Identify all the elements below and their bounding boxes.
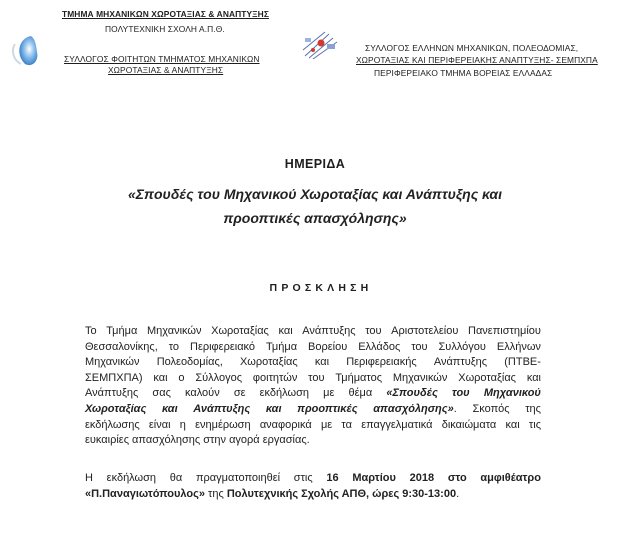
word: Βορείου xyxy=(308,340,348,353)
paragraph-line xyxy=(85,324,541,340)
header-left-line3: ΣΥΛΛΟΓΟΣ ΦΟΙΤΗΤΩΝ ΤΜΗΜΑΤΟΣ ΜΗΧΑΝΙΚΩΝ xyxy=(64,54,260,64)
word: Μηχανικών xyxy=(146,325,202,337)
event-subtitle-line2: προοπτικές απασχόλησης» xyxy=(223,210,407,226)
word: 16 xyxy=(326,472,339,484)
word: Σύλλογος xyxy=(195,371,243,384)
word: (ΠΤΒΕ- xyxy=(504,356,541,369)
word: εκδήλωση xyxy=(259,387,309,400)
word: στις xyxy=(293,472,313,484)
header-right-line3: ΠΕΡΙΦΕΡΕΙΑΚΟ ΤΜΗΜΑ ΒΟΡΕΙΑΣ ΕΛΛΑΔΑΣ xyxy=(374,68,553,78)
word: Συλλόγου xyxy=(438,340,486,353)
word: με xyxy=(320,418,333,431)
word: Χωροταξίας xyxy=(458,371,516,384)
word-group xyxy=(373,402,457,418)
word: Περιφερειακής xyxy=(346,356,417,369)
word: Θεσσαλονίκης, xyxy=(85,340,158,353)
header-left-line1: ΤΜΗΜΑ ΜΗΧΑΝΙΚΩΝ ΧΩΡΟΤΑΞΙΑΣ & ΑΝΑΠΤΥΞΗΣ xyxy=(62,9,269,19)
word: πραγματοποιηθεί xyxy=(195,472,281,484)
header-left-line2: ΠΟΛΥΤΕΧΝΙΚΗ ΣΧΟΛΗ Α.Π.Θ. xyxy=(105,24,225,34)
word: της xyxy=(525,402,541,415)
word: εκδήλωσης xyxy=(85,418,140,431)
invitation-paragraph xyxy=(85,324,541,449)
word: Σκοπός xyxy=(472,402,510,415)
word: και xyxy=(314,356,330,369)
venue-name: «Π.Παναγιωτόπουλος» xyxy=(85,487,205,500)
association-logo xyxy=(299,30,341,62)
invitation-heading: ΠΡΟΣΚΛΗΣΗ xyxy=(269,282,373,294)
word: και xyxy=(505,418,520,431)
word: επαγγελματικά xyxy=(361,418,433,431)
word: τα xyxy=(341,418,352,431)
word: θα xyxy=(169,472,183,484)
word: Ανάπτυξης xyxy=(193,402,251,415)
word: 2018 xyxy=(409,472,435,484)
word: του xyxy=(308,371,325,384)
word: Πολεοδομίας, xyxy=(156,356,223,369)
period: . xyxy=(453,402,457,415)
word: η xyxy=(179,418,186,431)
period: . xyxy=(456,487,460,500)
page-title: ΗΜΕΡΙΔΑ xyxy=(284,157,346,171)
word: σας xyxy=(152,387,171,400)
word: ο xyxy=(178,371,185,384)
word: και xyxy=(161,402,178,415)
word: προοπτικές xyxy=(297,402,358,415)
word: «Σπουδές xyxy=(386,387,438,400)
department-logo xyxy=(7,30,43,70)
word: είναι xyxy=(148,418,171,431)
word: θέμα xyxy=(348,387,373,400)
word: του xyxy=(411,340,428,353)
header-right-line1: ΣΥΛΛΟΓΟΣ ΕΛΛΗΝΩΝ ΜΗΧΑΝΙΚΩΝ, ΠΟΛΕΟΔΟΜΙΑΣ, xyxy=(365,43,579,53)
paragraph-line xyxy=(85,340,541,356)
word: απασχόλησης» xyxy=(373,402,454,415)
word: Χωροταξίας xyxy=(85,402,147,415)
word: και xyxy=(153,371,168,384)
word: και xyxy=(526,371,541,384)
word: Μηχανικού xyxy=(483,387,541,400)
word: Χωροταξίας xyxy=(239,356,298,369)
event-subtitle-line1: «Σπουδές του Μηχανικού Χωροταξίας και Ανάπτυξης και xyxy=(127,186,502,202)
word: Ελλάδος xyxy=(358,340,401,353)
paragraph-line xyxy=(85,487,541,503)
word: σε xyxy=(233,387,246,400)
word: Χωροταξίας xyxy=(211,325,269,337)
word: φοιτητών xyxy=(252,371,298,384)
word: Ανάπτυξης xyxy=(85,387,139,400)
word: καλούν xyxy=(185,387,220,400)
word: τις xyxy=(528,418,541,431)
word: αμφιθέατρο xyxy=(480,472,541,484)
word: Μαρτίου xyxy=(352,472,396,484)
word: Η xyxy=(85,472,93,484)
word: Ελλήνων xyxy=(496,340,541,353)
paragraph-line xyxy=(85,418,541,434)
word: εκδήλωση xyxy=(106,472,157,484)
word: και xyxy=(278,325,293,337)
word: Μηχανικών xyxy=(392,371,448,384)
word: Ανάπτυξης xyxy=(433,356,488,369)
paragraph-line xyxy=(85,355,541,371)
word: Το xyxy=(85,325,97,337)
word: Αριστοτελείου xyxy=(391,325,459,337)
word: με xyxy=(323,387,335,400)
paragraph-line xyxy=(85,402,541,418)
word: του xyxy=(365,325,382,337)
word: ενημέρωση xyxy=(195,418,251,431)
paragraph-line: ευκαιρίες απασχόλησης στην αγορά εργασίας. xyxy=(85,434,310,447)
word: το xyxy=(168,340,180,353)
word: ΣΕΜΠΧΠΑ) xyxy=(85,371,143,384)
word: δικαιώματα xyxy=(441,418,497,431)
word: αναφορικά xyxy=(259,418,312,431)
word: Πανεπιστημίου xyxy=(468,325,541,337)
word: και xyxy=(265,402,282,415)
paragraph-line xyxy=(85,471,541,487)
word: Ανάπτυξης xyxy=(302,325,356,337)
word: Τμήματος xyxy=(335,371,383,384)
header-right-line2: ΧΩΡΟΤΑΞΙΑΣ ΚΑΙ ΠΕΡΙΦΕΡΕΙΑΚΗΣ ΑΝΑΠΤΥΞΗΣ- ΣΕΜΠΧΠΑ xyxy=(356,55,598,65)
venue-school-hours: Πολυτεχνικής Σχολής ΑΠΘ, ώρες 9:30-13:00 xyxy=(226,487,457,500)
word: Τμήμα xyxy=(266,340,298,353)
paragraph-line xyxy=(85,371,541,387)
word: Τμήμα xyxy=(106,325,138,337)
word: Μηχανικών xyxy=(85,356,140,369)
header-left-line4: ΧΩΡΟΤΑΞΙΑΣ & ΑΝΑΠΤΥΞΗΣ xyxy=(108,65,224,75)
paragraph-line xyxy=(85,386,541,402)
word: του xyxy=(451,387,470,400)
word: στο xyxy=(447,472,467,484)
event-details-paragraph xyxy=(85,471,541,502)
word: Περιφερειακό xyxy=(190,340,256,353)
connector-text: της xyxy=(204,487,227,500)
